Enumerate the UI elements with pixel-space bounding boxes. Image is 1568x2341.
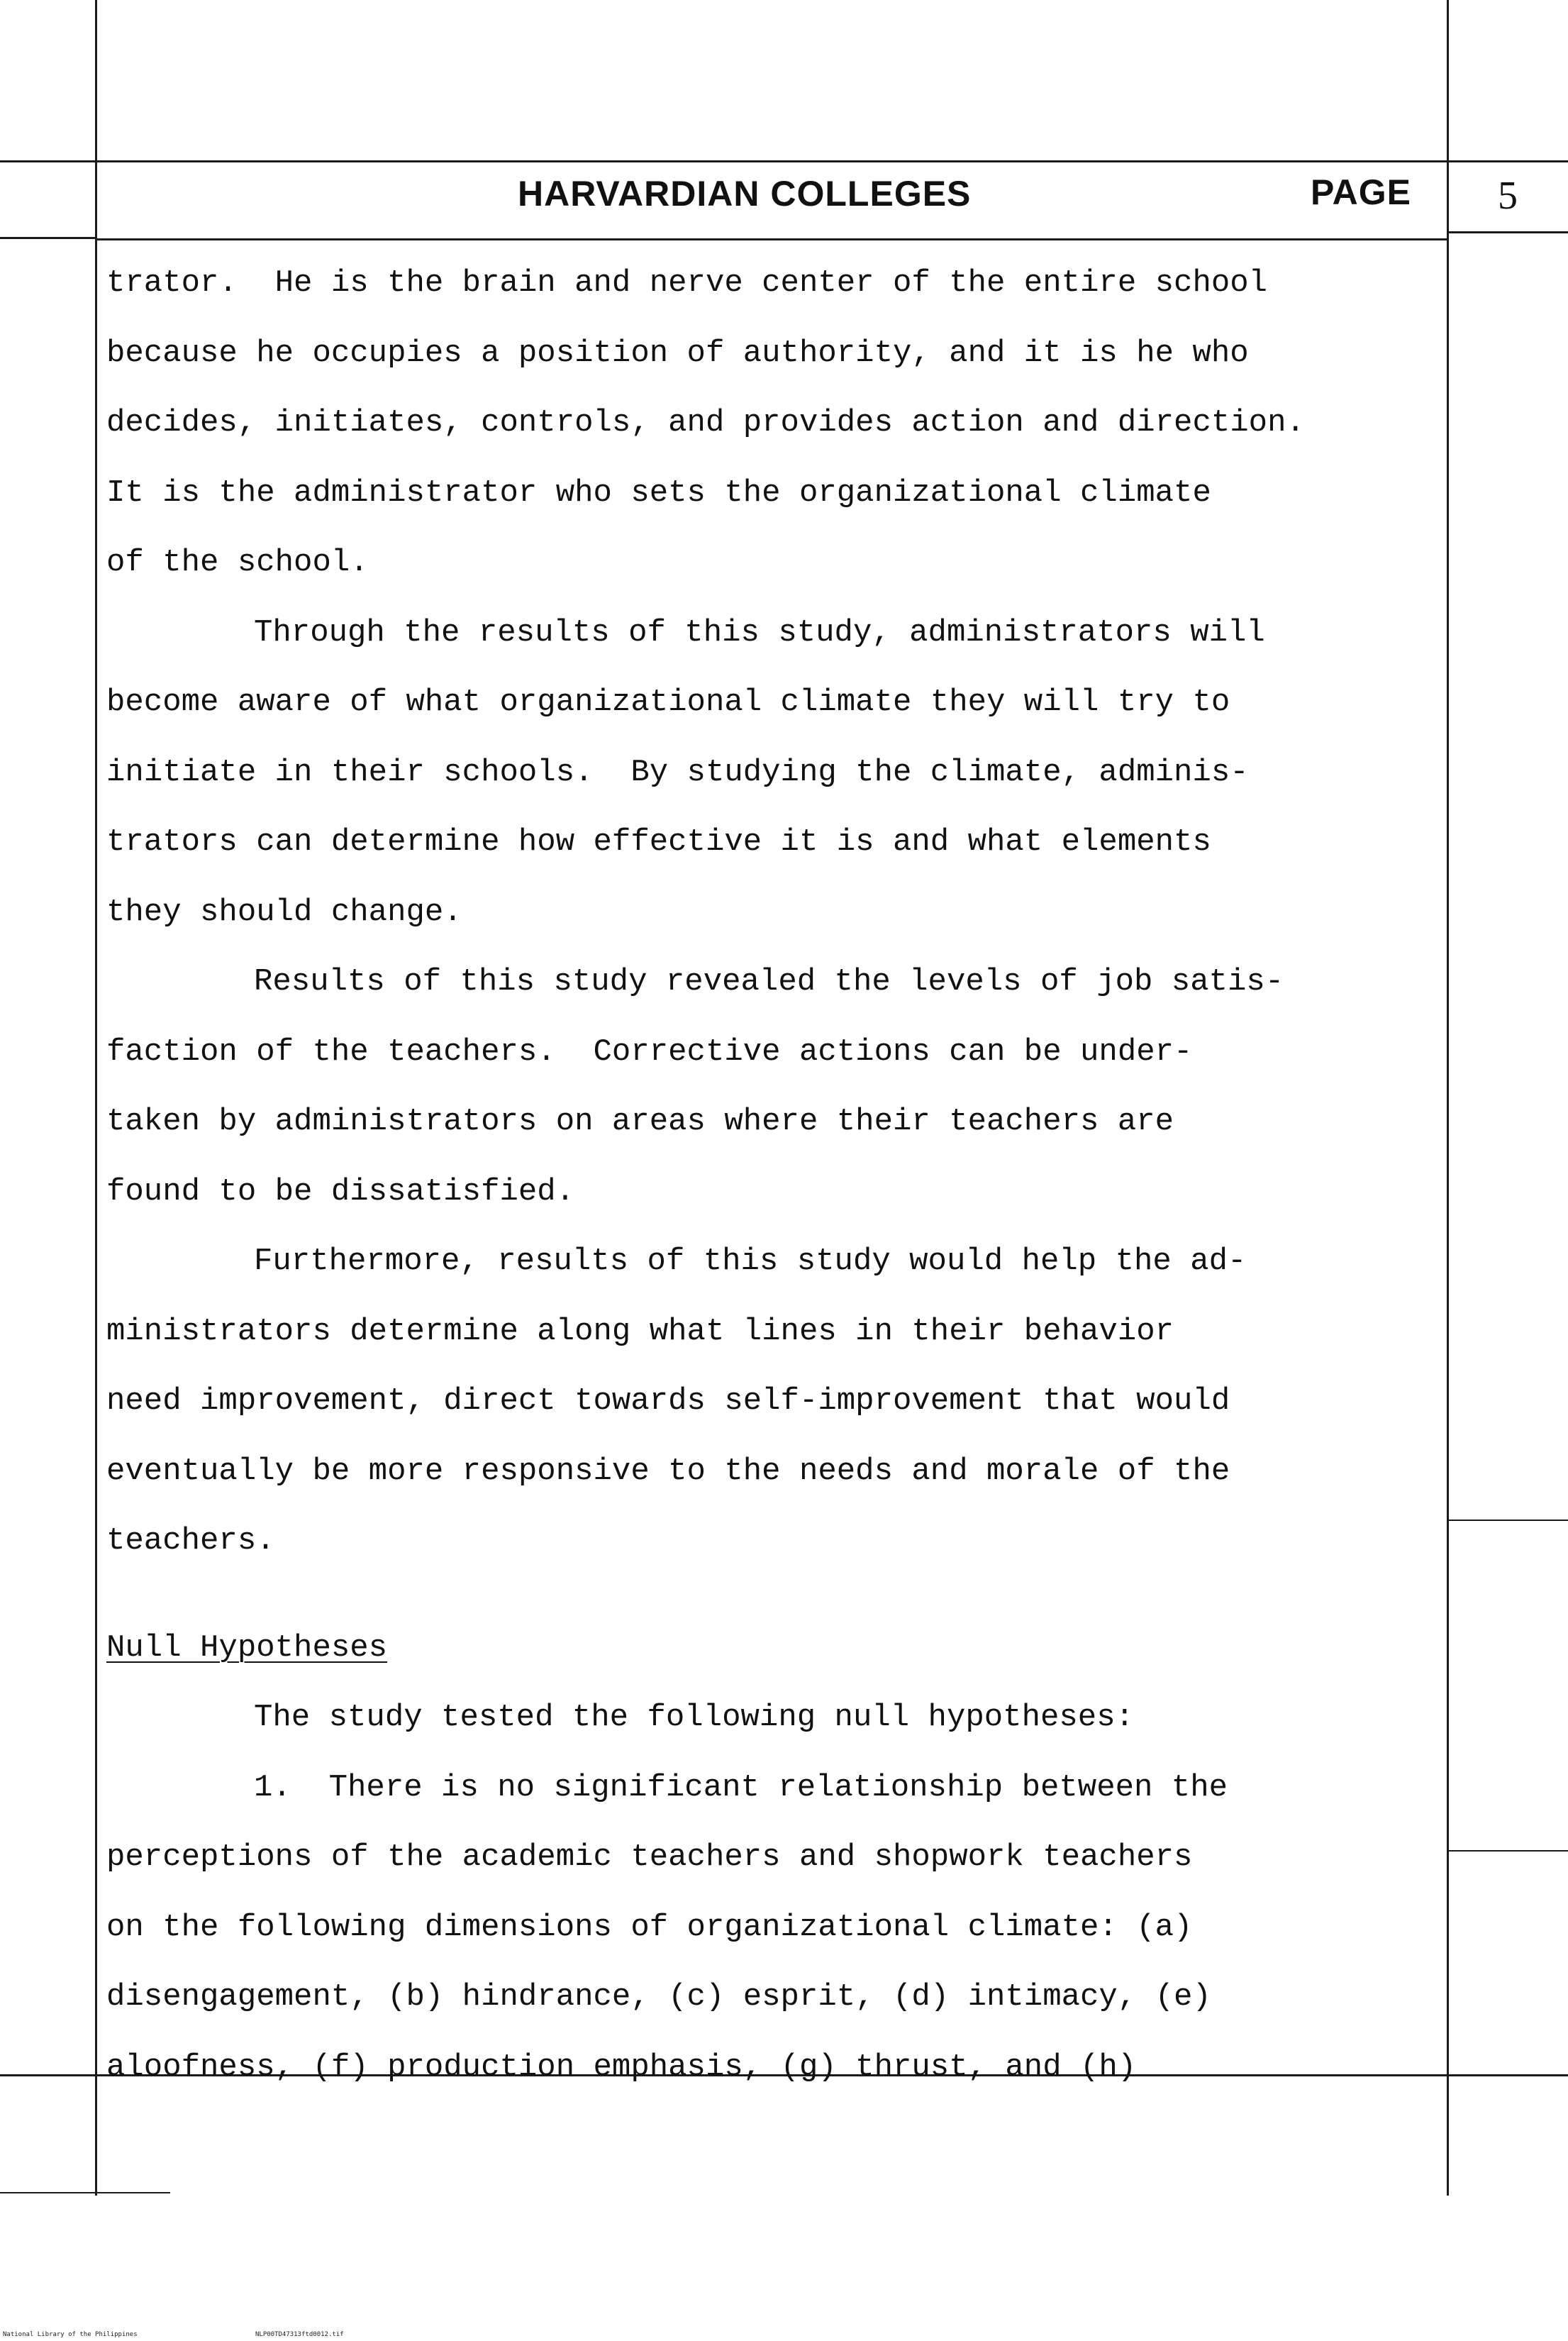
text-line: aloofness, (f) production emphasis, (g) thrust, and (h) bbox=[106, 2049, 1137, 2085]
header-bottom-rule-left bbox=[0, 237, 95, 239]
text-line: It is the administrator who sets the organizational climate bbox=[106, 475, 1211, 511]
text-line: taken by administrators on areas where their teachers are bbox=[106, 1104, 1174, 1139]
header-title: HARVARDIAN COLLEGES bbox=[518, 174, 972, 214]
left-margin-rule bbox=[95, 0, 97, 2196]
text-line: perceptions of the academic teachers and shopwork teachers bbox=[106, 1839, 1193, 1875]
header-page-number: 5 bbox=[1498, 174, 1518, 218]
right-margin-rule bbox=[1447, 0, 1449, 2196]
text-line: Furthermore, results of this study would help the ad- bbox=[254, 1244, 1247, 1279]
section-gap bbox=[106, 1576, 1440, 1613]
text-line: trator. He is the brain and nerve center of the entire school bbox=[106, 265, 1268, 301]
text-line: 1. There is no significant relationship between the bbox=[254, 1769, 1228, 1805]
text-line: faction of the teachers. Corrective actions can be under- bbox=[106, 1034, 1193, 1070]
text-line: of the school. bbox=[106, 545, 369, 580]
right-column-mark-1 bbox=[1447, 1520, 1568, 1521]
text-line: they should change. bbox=[106, 894, 462, 930]
text-line: because he occupies a position of authority, and it is he who bbox=[106, 335, 1249, 371]
right-column-mark-2 bbox=[1447, 1850, 1568, 1852]
body-text bbox=[106, 248, 1440, 2102]
text-line: trators can determine how effective it is and what elements bbox=[106, 824, 1211, 860]
text-line: found to be dissatisfied. bbox=[106, 1173, 575, 1210]
footer-file: NLP00TD47313ftd0012.tif bbox=[255, 2331, 344, 2338]
top-header-rule bbox=[0, 160, 1568, 162]
footer-rule-left bbox=[0, 2192, 170, 2193]
header-bottom-rule-right bbox=[1447, 231, 1568, 233]
footer-library: National Library of the Philippines bbox=[3, 2331, 138, 2338]
text-line: disengagement, (b) hindrance, (c) esprit, (d) intimacy, (e) bbox=[106, 1979, 1211, 2015]
text-line: teachers. bbox=[106, 1523, 275, 1559]
text-line: on the following dimensions of organizational climate: (a) bbox=[106, 1909, 1193, 1945]
text-line: eventually be more responsive to the needs and morale of the bbox=[106, 1453, 1230, 1489]
text-line: need improvement, direct towards self-improvement that would bbox=[106, 1383, 1230, 1419]
text-line: ministrators determine along what lines in their behavior bbox=[106, 1313, 1174, 1349]
text-line: Results of this study revealed the levels of job satis- bbox=[254, 964, 1284, 1000]
text-line: The study tested the following null hypotheses: bbox=[254, 1700, 1135, 1735]
section-heading bbox=[106, 1613, 1440, 1683]
text-line: Through the results of this study, administrators will bbox=[254, 614, 1265, 651]
section-heading-text: Null Hypotheses bbox=[106, 1629, 388, 1666]
text-line: decides, initiates, controls, and provides action and direction. bbox=[106, 405, 1305, 441]
text-line: initiate in their schools. By studying the climate, adminis- bbox=[106, 754, 1249, 790]
header-bottom-rule bbox=[95, 238, 1447, 240]
text-line: become aware of what organizational climate they will try to bbox=[106, 685, 1230, 720]
header-page-label: PAGE bbox=[1311, 172, 1411, 212]
